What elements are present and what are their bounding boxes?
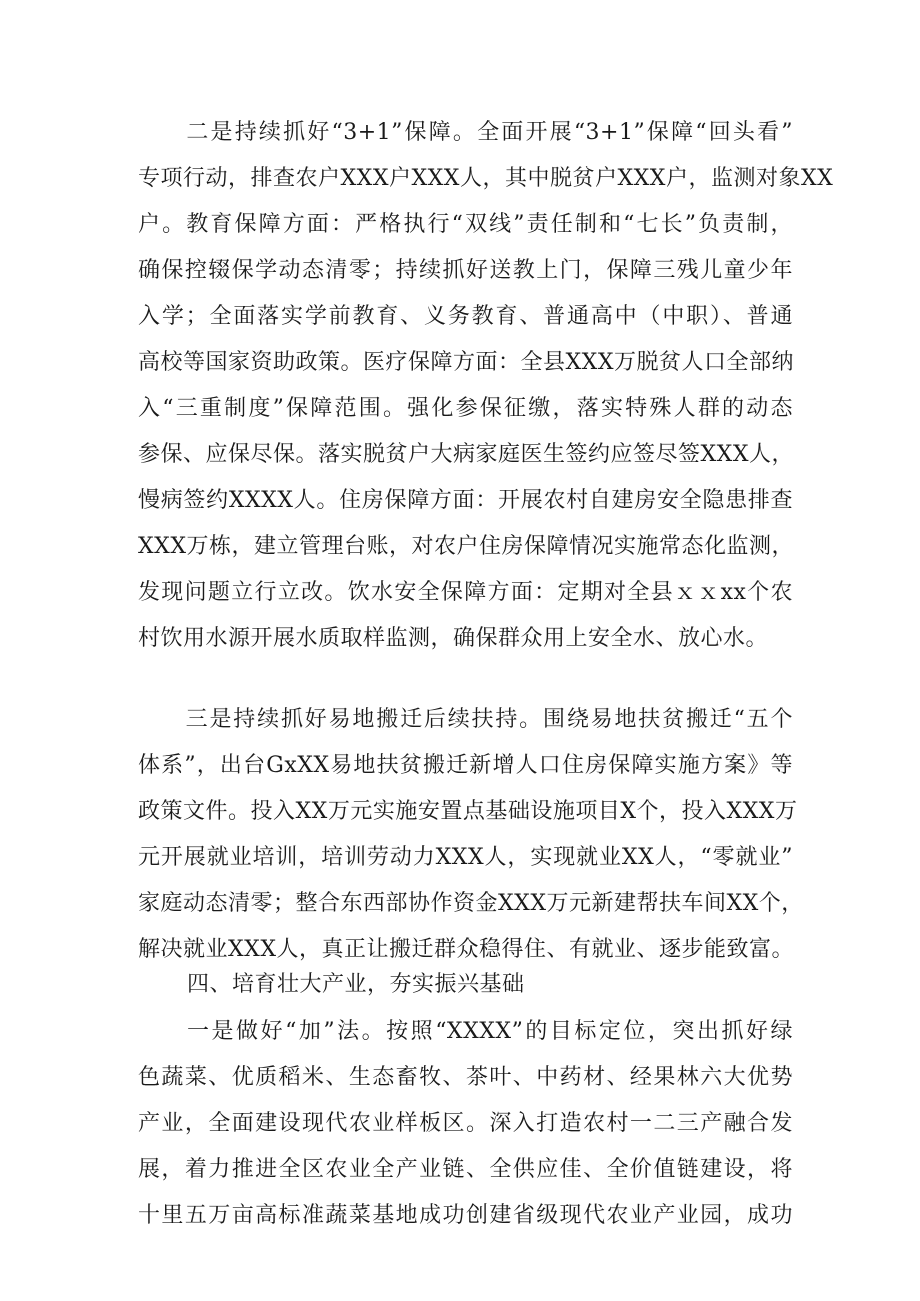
text-line: 产业，全面建设现代农业样板区。深入打造农村一二三产融合发: [138, 1111, 793, 1136]
text-line: 十里五万亩高标准蔬菜基地成功创建省级现代农业产业园，成功: [138, 1203, 793, 1228]
paragraph-relocation-support: [138, 697, 804, 973]
text-line: 户。教育保障方面：严格执行“双线”责任制和“七长”负责制，: [138, 212, 793, 237]
text-line: 参保、应保尽保。落实脱贫户大病家庭医生签约应签尽签XXX人，: [138, 442, 794, 467]
section-heading: 四、培育壮大产业，夯实振兴基础: [187, 972, 525, 997]
text-line: 家庭动态清零；整合东西部协作资金XXX万元新建帮扶车间XX个，: [138, 891, 804, 916]
text-line: 体系”，出台GxXX易地扶贫搬迁新增人口住房保障实施方案》等: [138, 753, 793, 778]
text-line: 入学；全面落实学前教育、义务教育、普通高中（中职）、普通: [138, 304, 793, 329]
text-line: XXX万栋，建立管理台账，对农户住房保障情况实施常态化监测，: [138, 534, 794, 559]
text-line: 入“三重制度”保障范围。强化参保征缴，落实特殊人群的动态: [138, 396, 793, 421]
text-line: 一是做好“加”法。按照“XXXX”的目标定位，突出抓好绿: [138, 1019, 793, 1044]
text-line: 展，着力推进全区农业全产业链、全供应佳、全价值链建设，将: [138, 1157, 793, 1182]
text-line: 元开展就业培训，培训劳动力XXX人，实现就业XX人，“零就业”: [138, 845, 793, 870]
text-line: 色蔬菜、优质稻米、生态畜牧、茶叶、中药材、经果林六大优势: [138, 1065, 793, 1090]
paragraph-industry-addition: [138, 1009, 793, 1239]
paragraph-3plus1-guarantee: [138, 110, 834, 662]
text-line: 三是持续抓好易地搬迁后续扶持。围绕易地扶贫搬迁“五个: [138, 707, 793, 732]
text-line: 二是持续抓好“3+1”保障。全面开展“3+1”保障“回头看”: [138, 120, 793, 145]
text-line: 政策文件。投入XX万元实施安置点基础设施项目X个，投入XXX万: [138, 799, 798, 824]
text-line: 确保控辍保学动态清零；持续抓好送教上门，保障三残儿童少年: [138, 258, 793, 283]
text-line: 慢病签约XXXX人。住房保障方面：开展农村自建房安全隐患排查: [138, 488, 793, 513]
text-line: 发现问题立行立改。饮水安全保障方面：定期对全县ｘｘxx个农: [138, 580, 793, 605]
text-line: 专项行动，排查农户XXX户XXX人，其中脱贫户XXX户，监测对象XX: [138, 166, 834, 191]
text-line: 解决就业XXX人，真正让搬迁群众稳得住、有就业、逐步能致富。: [138, 937, 794, 962]
text-line: 高校等国家资助政策。医疗保障方面：全县XXX万脱贫人口全部纳: [138, 350, 794, 375]
text-line: 村饮用水源开展水质取样监测，确保群众用上安全水、放心水。: [138, 626, 769, 651]
